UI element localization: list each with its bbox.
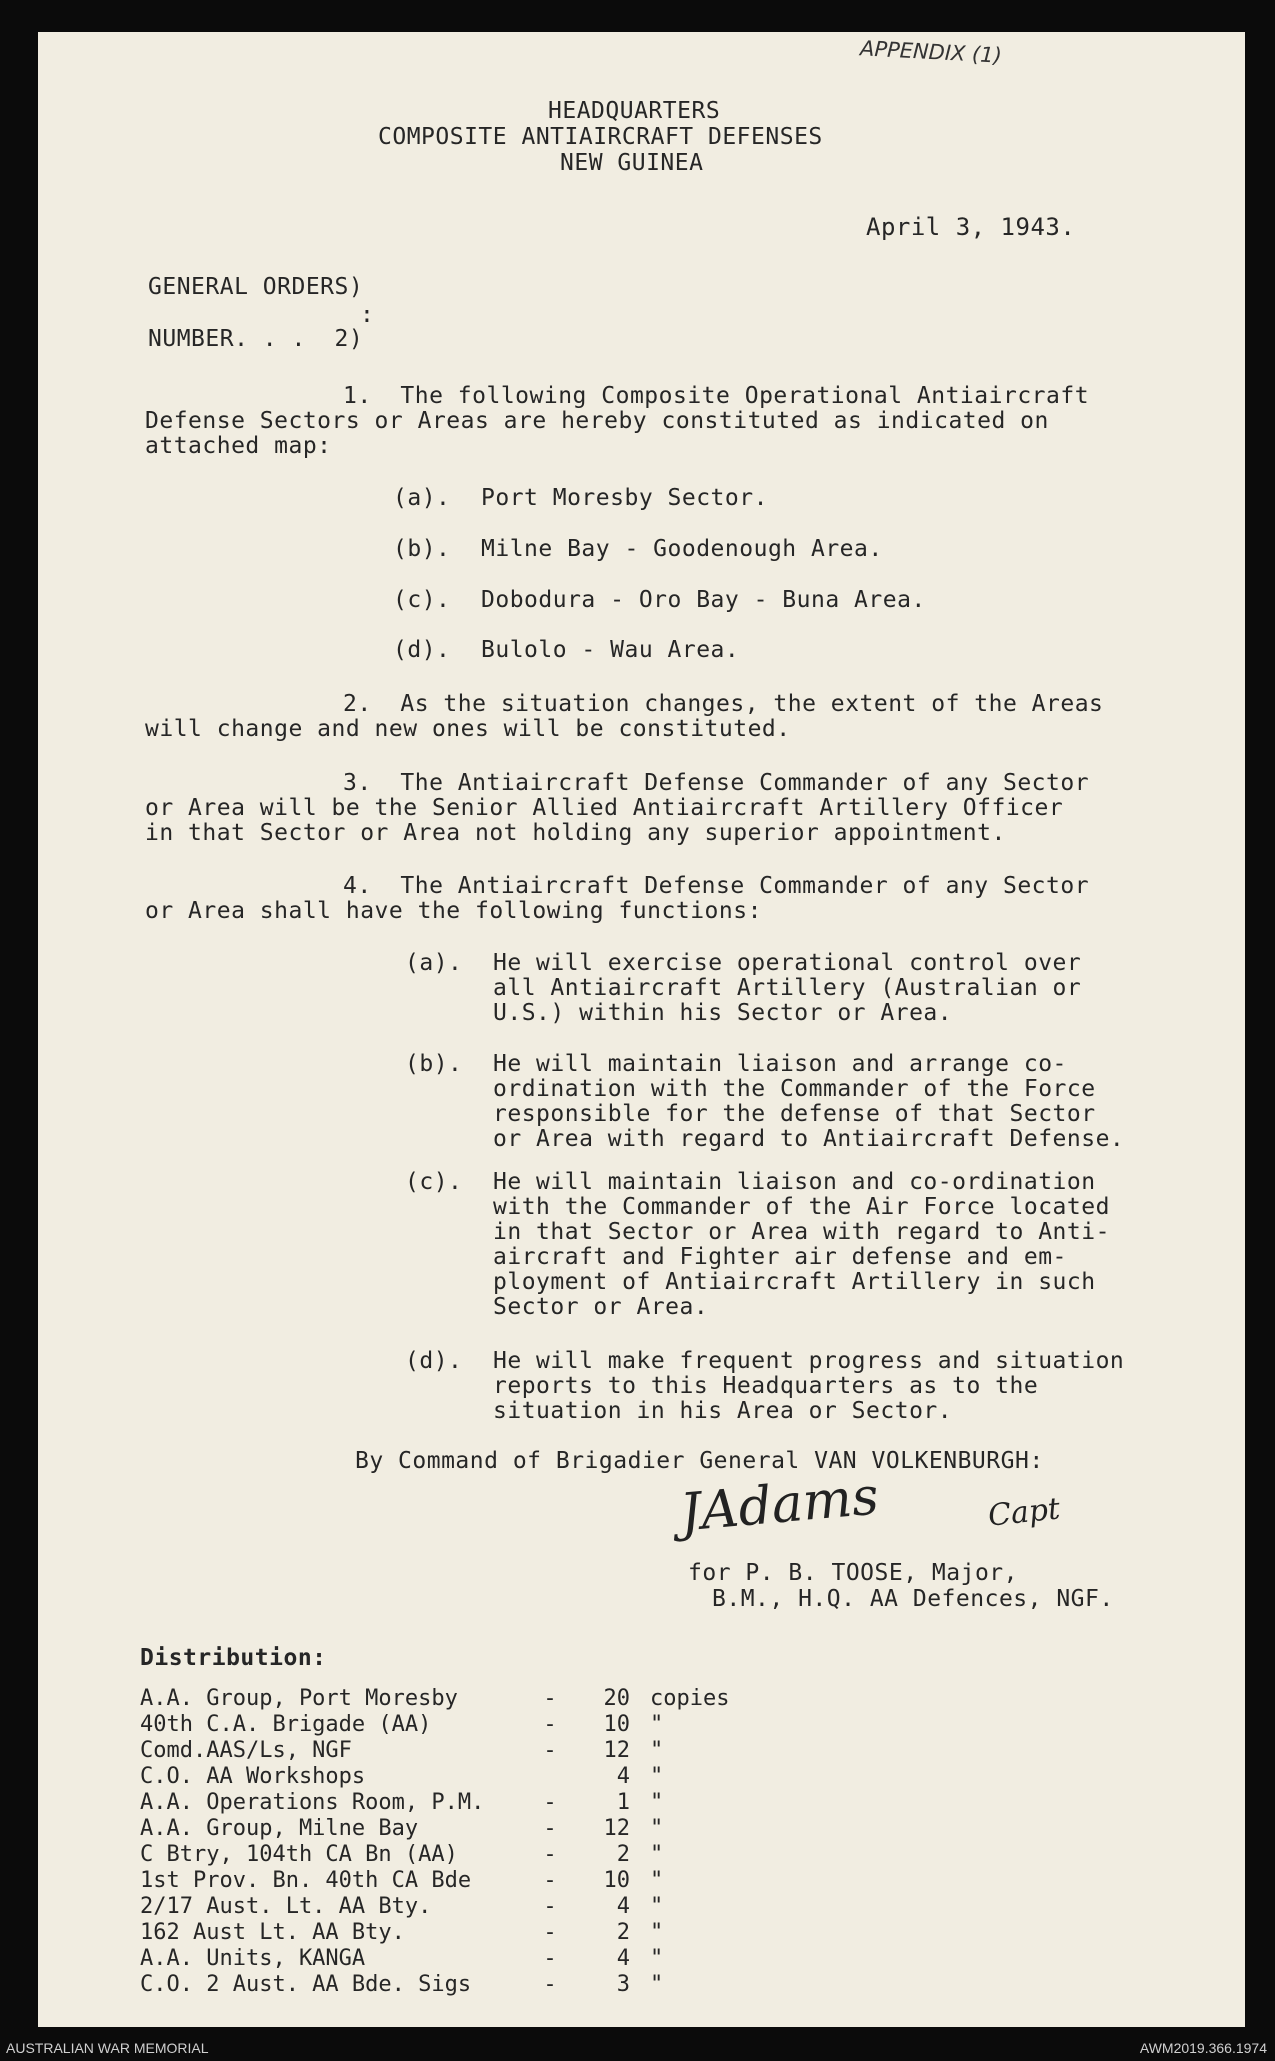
function-d-line-2: reports to this Headquarters as to the — [493, 1373, 1039, 1399]
function-c-letter: (c). — [405, 1169, 463, 1195]
function-c-line-2: with the Commander of the Air Force located — [493, 1194, 1110, 1220]
sector-c-letter: (c). — [393, 587, 451, 613]
distribution-row — [140, 1685, 770, 1711]
distribution-unit: " — [650, 1789, 664, 1815]
sector-b-text: Milne Bay - Goodenough Area. — [481, 536, 883, 562]
distribution-dash: - — [543, 1711, 557, 1737]
distribution-org: C.O. AA Workshops — [140, 1763, 366, 1789]
general-orders-number: NUMBER. . . 2) — [148, 326, 364, 352]
function-d-letter: (d). — [405, 1348, 463, 1374]
distribution-row — [140, 1919, 770, 1945]
distribution-dash: - — [543, 1945, 557, 1971]
function-b-line-4: or Area with regard to Antiaircraft Defense. — [493, 1126, 1125, 1152]
para3-line-2: or Area will be the Senior Allied Antiaircraft Artillery Officer — [145, 795, 1064, 821]
distribution-dash: - — [543, 1893, 557, 1919]
function-a-letter: (a). — [405, 950, 463, 976]
footer-archive-name: AUSTRALIAN WAR MEMORIAL — [6, 2040, 209, 2056]
distribution-row — [140, 1971, 770, 1997]
distribution-unit: " — [650, 1945, 664, 1971]
sector-a-letter: (a). — [393, 485, 451, 511]
distribution-unit: " — [650, 1737, 664, 1763]
distribution-unit: " — [650, 1893, 664, 1919]
distribution-table — [140, 1685, 770, 1997]
distribution-count: 10 — [603, 1867, 630, 1893]
distribution-unit: " — [650, 1971, 664, 1997]
distribution-count: 2 — [616, 1919, 630, 1945]
function-b-line-2: ordination with the Commander of the Force — [493, 1076, 1096, 1102]
function-c-line-4: aircraft and Fighter air defense and em- — [493, 1244, 1067, 1270]
distribution-row — [140, 1737, 770, 1763]
general-orders-colon: : — [360, 302, 375, 328]
para1-line-2: Defense Sectors or Areas are hereby constituted as indicated on — [145, 408, 1049, 434]
function-c-line-5: ployment of Antiaircraft Artillery in such — [493, 1269, 1096, 1295]
distribution-org: 162 Aust Lt. AA Bty. — [140, 1919, 405, 1945]
distribution-count: 3 — [616, 1971, 630, 1997]
distribution-row — [140, 1841, 770, 1867]
distribution-dash: - — [543, 1919, 557, 1945]
distribution-count: 10 — [603, 1711, 630, 1737]
function-d-line-3: situation in his Area or Sector. — [493, 1398, 953, 1424]
header-line-1: HEADQUARTERS — [548, 98, 721, 124]
handwritten-signature: JAdams — [677, 1466, 881, 1544]
command-line: By Command of Brigadier General VAN VOLKENBURGH: — [355, 1448, 1044, 1474]
distribution-unit: copies — [650, 1685, 730, 1711]
distribution-row — [140, 1711, 770, 1737]
sector-d-letter: (d). — [393, 637, 451, 663]
para3-line-1: 3. The Antiaircraft Defense Commander of any Sector — [343, 770, 1090, 796]
distribution-row — [140, 1763, 770, 1789]
distribution-count: 1 — [616, 1789, 630, 1815]
distribution-count: 20 — [603, 1685, 630, 1711]
distribution-count: 2 — [616, 1841, 630, 1867]
distribution-dash: - — [543, 1841, 557, 1867]
distribution-dash: - — [543, 1867, 557, 1893]
distribution-unit: " — [650, 1919, 664, 1945]
para1-line-3: attached map: — [145, 433, 332, 459]
header-line-3: NEW GUINEA — [560, 150, 704, 176]
para1-line-1: 1. The following Composite Operational Antiaircraft — [343, 383, 1090, 409]
distribution-org: A.A. Group, Milne Bay — [140, 1815, 419, 1841]
para4-line-2: or Area shall have the following functions: — [145, 898, 762, 924]
para3-line-3: in that Sector or Area not holding any superior appointment. — [145, 820, 1006, 846]
header-line-2: COMPOSITE ANTIAIRCRAFT DEFENSES — [378, 124, 823, 150]
function-a-line-2: all Antiaircraft Artillery (Australian or — [493, 975, 1082, 1001]
distribution-dash — [530, 1763, 570, 1789]
distribution-dash: - — [543, 1971, 557, 1997]
sector-a-text: Port Moresby Sector. — [481, 485, 768, 511]
distribution-org: 1st Prov. Bn. 40th CA Bde — [140, 1867, 472, 1893]
distribution-count: 12 — [603, 1737, 630, 1763]
distribution-title: Distribution: — [140, 1645, 327, 1671]
footer-accession-number: AWM2019.366.1974 — [1139, 2040, 1267, 2056]
signature-line-2: B.M., H.Q. AA Defences, NGF. — [712, 1586, 1114, 1612]
function-b-letter: (b). — [405, 1051, 463, 1077]
distribution-row — [140, 1945, 770, 1971]
sector-c-text: Dobodura - Oro Bay - Buna Area. — [481, 587, 926, 613]
distribution-org: C Btry, 104th CA Bn (AA) — [140, 1841, 458, 1867]
distribution-row — [140, 1867, 770, 1893]
distribution-dash: - — [543, 1815, 557, 1841]
distribution-unit: " — [650, 1711, 664, 1737]
distribution-org: 2/17 Aust. Lt. AA Bty. — [140, 1893, 432, 1919]
general-orders-label: GENERAL ORDERS) — [148, 274, 364, 300]
distribution-row — [140, 1893, 770, 1919]
distribution-org: A.A. Operations Room, P.M. — [140, 1789, 485, 1815]
distribution-count: 12 — [603, 1815, 630, 1841]
distribution-org: A.A. Group, Port Moresby — [140, 1685, 458, 1711]
function-c-line-1: He will maintain liaison and co-ordination — [493, 1169, 1096, 1195]
distribution-count: 4 — [616, 1945, 630, 1971]
function-b-line-1: He will maintain liaison and arrange co- — [493, 1051, 1067, 1077]
distribution-dash: - — [543, 1789, 557, 1815]
distribution-org: C.O. 2 Aust. AA Bde. Sigs — [140, 1971, 472, 1997]
distribution-org: A.A. Units, KANGA — [140, 1945, 366, 1971]
appendix-annotation: APPENDIX (1) — [859, 36, 1003, 68]
function-c-line-3: in that Sector or Area with regard to Anti- — [493, 1219, 1110, 1245]
function-b-line-3: responsible for the defense of that Sector — [493, 1101, 1096, 1127]
distribution-org: Comd.AAS/Ls, NGF — [140, 1737, 352, 1763]
para2-line-1: 2. As the situation changes, the extent of the Areas — [343, 691, 1104, 717]
signature-line-1: for P. B. TOOSE, Major, — [688, 1560, 1018, 1586]
distribution-row — [140, 1815, 770, 1841]
function-d-line-1: He will make frequent progress and situation — [493, 1348, 1125, 1374]
distribution-unit: " — [650, 1763, 664, 1789]
distribution-unit: " — [650, 1867, 664, 1893]
distribution-count: 4 — [616, 1893, 630, 1919]
document-date: April 3, 1943. — [866, 213, 1076, 241]
sector-b-letter: (b). — [393, 536, 451, 562]
para2-line-2: will change and new ones will be constituted. — [145, 716, 791, 742]
function-c-line-6: Sector or Area. — [493, 1294, 709, 1320]
distribution-row — [140, 1789, 770, 1815]
distribution-dash: - — [543, 1737, 557, 1763]
distribution-unit: " — [650, 1815, 664, 1841]
function-a-line-1: He will exercise operational control over — [493, 950, 1082, 976]
function-a-line-3: U.S.) within his Sector or Area. — [493, 1000, 953, 1026]
para4-line-1: 4. The Antiaircraft Defense Commander of any Sector — [343, 873, 1090, 899]
distribution-unit: " — [650, 1841, 664, 1867]
distribution-org: 40th C.A. Brigade (AA) — [140, 1711, 432, 1737]
sector-d-text: Bulolo - Wau Area. — [481, 637, 740, 663]
handwritten-rank: Capt — [986, 1491, 1062, 1534]
distribution-dash: - — [543, 1685, 557, 1711]
distribution-count: 4 — [616, 1763, 630, 1789]
